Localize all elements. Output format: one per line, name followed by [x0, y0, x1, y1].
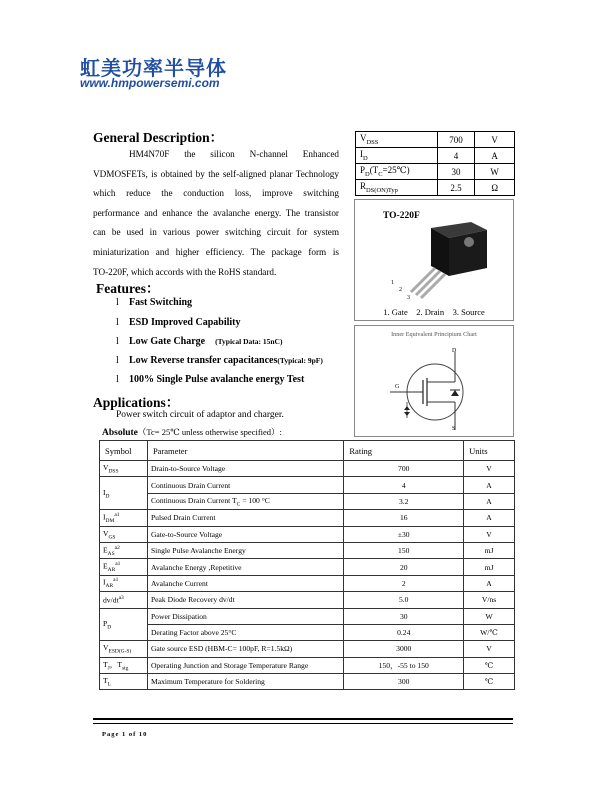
parameter-cell: Gate source ESD (HBM-C= 100pF, R=1.5kΩ) — [147, 641, 343, 657]
unit-cell: W — [464, 608, 515, 624]
pin-label: 1 — [391, 280, 394, 286]
spec-row — [356, 180, 515, 196]
parameter-cell: Maximum Temperature for Soldering — [147, 674, 343, 690]
spec-symbol: $I_D$ — [356, 148, 438, 164]
spec-symbol: $V_{DSS}$ — [356, 132, 438, 148]
spec-value: 2.5 — [437, 180, 475, 196]
parameter-cell: Derating Factor above 25°C — [147, 624, 343, 640]
spec-row — [356, 164, 515, 180]
parameter-cell: Continuous Drain Current — [147, 477, 343, 493]
parameter-cell: Continuous Drain Current $T_C = 100$ °C — [147, 493, 343, 509]
table-row — [100, 641, 515, 657]
spec-unit: W — [475, 164, 515, 180]
equivalent-circuit-figure — [354, 325, 514, 437]
desc-line: VDMOSFETs, is obtained by the self-aligned planar Technology — [93, 168, 339, 179]
col-header: Symbol — [100, 441, 148, 461]
parameter-cell: Avalanche Energy ,Repetitive — [147, 559, 343, 575]
spec-value: 30 — [437, 164, 475, 180]
symbol-cell: $V_{DSS}$ — [100, 461, 148, 477]
feature-item: l Low Gate Charge (Typical Data: 15nC) — [116, 336, 283, 347]
package-title: TO-220F — [383, 211, 420, 221]
general-description-heading: General Description： — [93, 130, 224, 145]
unit-cell: ℃ — [464, 674, 515, 690]
parameter-cell: Single Pulse Avalanche Energy — [147, 542, 343, 558]
unit-cell: V/ns — [464, 592, 515, 608]
symbol-cell: $T_J$，$T_{stg}$ — [100, 657, 148, 673]
symbol-cell: $I_D$ — [100, 477, 148, 510]
col-header: Parameter — [147, 441, 343, 461]
rating-cell: 3000 — [344, 641, 464, 657]
symbol-cell: $E_{AR}^{a1}$ — [100, 559, 148, 575]
features-heading: Features： — [96, 281, 160, 296]
rating-cell: 3.2 — [344, 493, 464, 509]
rating-cell: 4 — [344, 477, 464, 493]
gate-label: G — [395, 384, 400, 390]
parameter-cell: Operating Junction and Storage Temperature Range — [147, 657, 343, 673]
mosfet-symbol-icon — [385, 346, 485, 434]
table-row — [100, 575, 515, 591]
spec-row — [356, 148, 515, 164]
absolute-ratings-table — [99, 440, 515, 690]
spec-unit: V — [475, 132, 515, 148]
unit-cell: V — [464, 526, 515, 542]
drain-label: D — [452, 348, 457, 354]
pin-label: 2 — [399, 287, 402, 293]
unit-cell: mJ — [464, 542, 515, 558]
unit-cell: A — [464, 477, 515, 493]
rating-cell: 150，-55 to 150 — [344, 657, 464, 673]
table-row — [100, 477, 515, 493]
spec-value: 700 — [437, 132, 475, 148]
feature-item: l Low Reverse transfer capacitances(Typical: 9pF) — [116, 355, 323, 366]
key-spec-table — [355, 131, 515, 196]
feature-item: l 100% Single Pulse avalanche energy Test — [116, 374, 305, 385]
unit-cell: V — [464, 641, 515, 657]
table-row — [100, 559, 515, 575]
unit-cell: W/℃ — [464, 624, 515, 640]
rating-cell: 150 — [344, 542, 464, 558]
company-website: www.hmpowersemi.com — [80, 76, 220, 90]
symbol-cell: $V_{ESD(G-S)}$ — [100, 641, 148, 657]
parameter-cell: Peak Diode Recovery dv/dt — [147, 592, 343, 608]
applications-heading: Applications： — [93, 395, 180, 410]
symbol-cell: $T_L$ — [100, 674, 148, 690]
unit-cell: A — [464, 493, 515, 509]
feature-item: l Fast Switching — [116, 297, 193, 308]
table-row — [100, 510, 515, 526]
desc-line: can be used in various power switching circuit for system — [93, 227, 339, 238]
footer-divider — [93, 718, 513, 724]
table-row — [100, 674, 515, 690]
rating-cell: 30 — [344, 608, 464, 624]
rating-cell: 5.0 — [344, 592, 464, 608]
desc-line: miniaturization and higher efficiency. The package form is — [93, 246, 339, 257]
desc-line: TO-220F, which accords with the RoHS standard. — [93, 266, 277, 277]
spec-row — [356, 132, 515, 148]
absolute-heading: Absolute（Tc= 25℃ unless otherwise specified）: — [102, 427, 282, 438]
table-header-row — [100, 441, 515, 461]
unit-cell: mJ — [464, 559, 515, 575]
symbol-cell: $I_{DM}^{a1}$ — [100, 510, 148, 526]
desc-line: HM4N70F the silicon N-channel Enhanced — [129, 149, 339, 159]
parameter-cell: Avalanche Current — [147, 575, 343, 591]
table-row — [100, 608, 515, 624]
col-header: Units — [464, 441, 515, 461]
symbol-cell: $I_{AR}^{a1}$ — [100, 575, 148, 591]
spec-symbol: $P_D(T_C=25℃)$ — [356, 164, 438, 180]
applications-text: Power switch circuit of adaptor and charger. — [116, 410, 284, 420]
table-row — [100, 542, 515, 558]
spec-value: 4 — [437, 148, 475, 164]
company-name-cn: 虹美功率半导体 — [80, 56, 227, 80]
parameter-cell: Drain-to-Source Voltage — [147, 461, 343, 477]
table-row — [100, 526, 515, 542]
table-row — [100, 657, 515, 673]
desc-line: performance and enhance the avalanche energy. The transistor — [93, 207, 339, 218]
symbol-cell: $dv/dt^{a3}$ — [100, 592, 148, 608]
pin-legend: 1. Gate 2. Drain 3. Source — [383, 307, 485, 317]
rating-cell: 16 — [344, 510, 464, 526]
page-number: Page 1 of 10 — [102, 731, 148, 738]
rating-cell: ±30 — [344, 526, 464, 542]
spec-unit: Ω — [475, 180, 515, 196]
symbol-cell: $P_D$ — [100, 608, 148, 641]
symbol-cell: $E_{AS}^{a2}$ — [100, 542, 148, 558]
spec-symbol: $R_{DS(ON)Typ}$ — [356, 180, 438, 196]
rating-cell: 300 — [344, 674, 464, 690]
rating-cell: 20 — [344, 559, 464, 575]
spec-unit: A — [475, 148, 515, 164]
circuit-title: Inner Equivalent Principium Chart — [391, 331, 477, 338]
parameter-cell: Gate-to-Source Voltage — [147, 526, 343, 542]
unit-cell: V — [464, 461, 515, 477]
table-row — [100, 493, 515, 509]
unit-cell: A — [464, 575, 515, 591]
table-row — [100, 592, 515, 608]
source-label: S — [452, 426, 456, 432]
parameter-cell: Power Dissipation — [147, 608, 343, 624]
table-row — [100, 624, 515, 640]
rating-cell: 0.24 — [344, 624, 464, 640]
symbol-cell: $V_{GS}$ — [100, 526, 148, 542]
rating-cell: 700 — [344, 461, 464, 477]
feature-item: l ESD Improved Capability — [116, 317, 241, 328]
table-row — [100, 461, 515, 477]
col-header: Rating — [344, 441, 464, 461]
unit-cell: ℃ — [464, 657, 515, 673]
desc-line: which reduce the conduction loss, improve switching — [93, 188, 339, 199]
parameter-cell: Pulsed Drain Current — [147, 510, 343, 526]
unit-cell: A — [464, 510, 515, 526]
rating-cell: 2 — [344, 575, 464, 591]
general-description-paragraph — [93, 145, 339, 282]
package-figure — [354, 199, 514, 321]
pin-label: 3 — [407, 295, 410, 301]
